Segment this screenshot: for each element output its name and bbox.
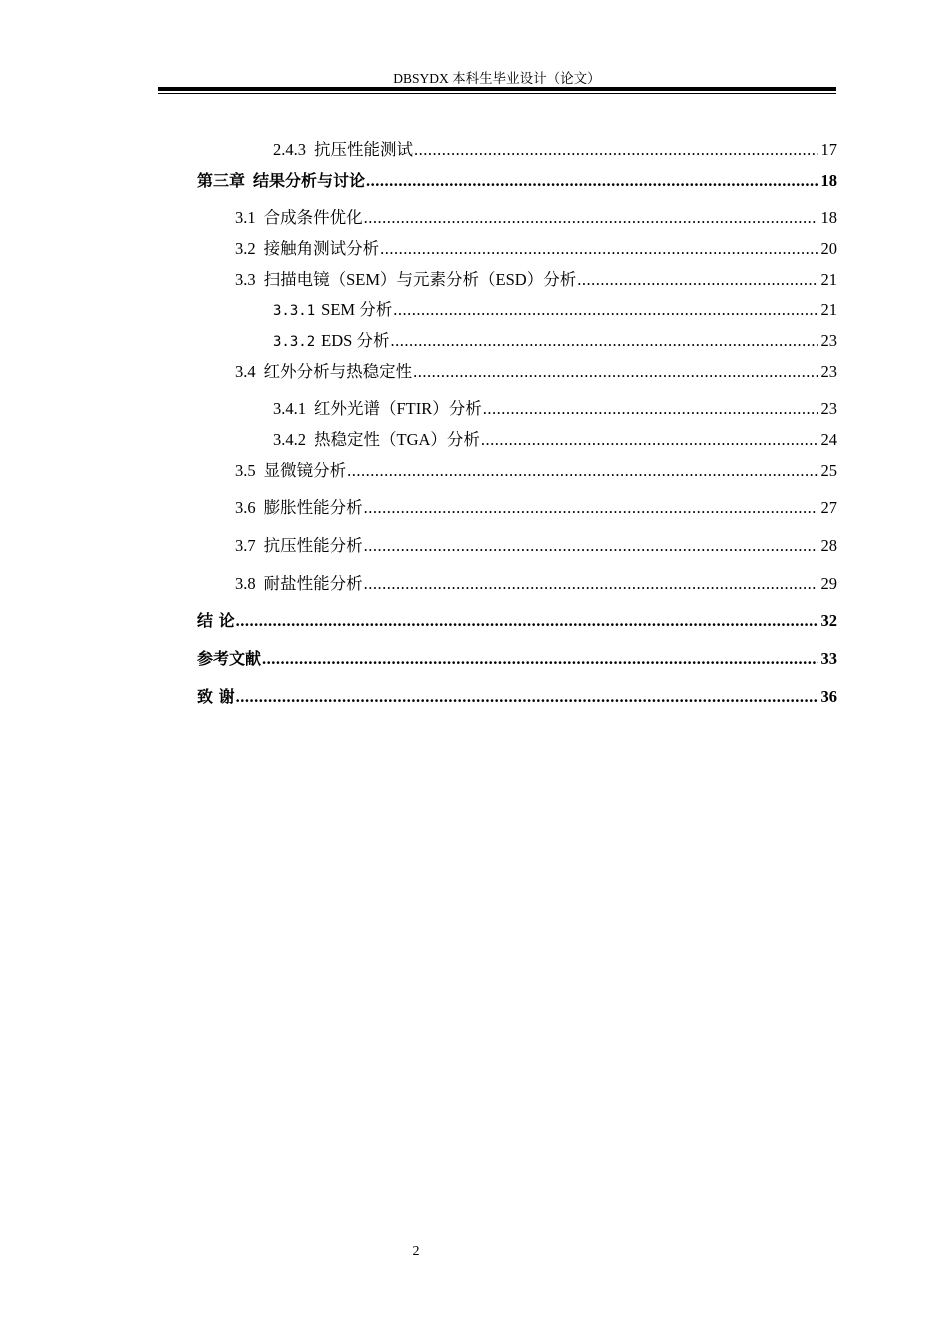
toc-title: 红外光谱（FTIR）分析: [314, 399, 482, 418]
toc-leader: [347, 461, 818, 481]
toc-title: 热稳定性（TGA）分析: [314, 430, 480, 449]
toc-entry-3-3[interactable]: [235, 270, 837, 290]
toc-title: 扫描电镜（SEM）与元素分析（ESD）分析: [263, 270, 577, 289]
toc-leader: [236, 611, 818, 631]
toc-leader: [577, 270, 818, 290]
toc-number: 3.5: [235, 461, 256, 480]
toc-number: 3.3.2: [273, 334, 316, 350]
toc-page: 29: [820, 574, 837, 593]
toc-page: 32: [820, 611, 837, 630]
toc-entry-3-7[interactable]: [235, 536, 837, 556]
toc-title: 抗压性能分析: [263, 536, 363, 555]
toc-title: SEM 分析: [321, 300, 393, 319]
toc-number: 3.3.1: [273, 303, 316, 319]
toc-number: 3.8: [235, 574, 256, 593]
toc-page: 28: [820, 536, 837, 555]
toc-leader: [366, 171, 818, 191]
toc-leader: [262, 649, 818, 669]
toc-page: 18: [820, 171, 837, 190]
toc-entry-2-4-3[interactable]: [273, 140, 837, 160]
toc-title: 结果分析与讨论: [253, 171, 366, 190]
toc-leader: [390, 331, 818, 351]
toc-entry-3-4[interactable]: [235, 362, 837, 382]
toc-leader: [364, 536, 818, 556]
toc-entry-acknowledgements[interactable]: [197, 687, 837, 707]
toc-title: 红外分析与热稳定性: [263, 362, 413, 381]
toc-title: 耐盐性能分析: [263, 574, 363, 593]
running-header: DBSYDX 本科生毕业设计（论文）: [393, 71, 601, 86]
toc-number: 3.4: [235, 362, 256, 381]
toc-entry-3-6[interactable]: [235, 498, 837, 518]
toc-leader: [364, 208, 818, 228]
toc-entry-3-3-1[interactable]: [273, 300, 837, 321]
toc-entry-3-2[interactable]: [235, 239, 837, 259]
toc-leader: [364, 574, 818, 594]
toc-leader: [393, 300, 818, 320]
toc-page: 20: [820, 239, 837, 258]
toc-title: 膨胀性能分析: [263, 498, 363, 517]
toc-number: 3.6: [235, 498, 256, 517]
toc-page: 24: [820, 430, 837, 449]
toc-entry-conclusion[interactable]: [197, 611, 837, 631]
toc-leader: [413, 362, 818, 382]
toc-leader: [380, 239, 818, 259]
toc-number: 3.2: [235, 239, 256, 258]
toc-leader: [236, 687, 818, 707]
toc-number: 3.4.1: [273, 399, 306, 418]
toc-title: 致 谢: [197, 687, 235, 706]
toc-leader: [414, 140, 818, 160]
toc-page: 23: [820, 362, 837, 381]
toc-number: 3.1: [235, 208, 256, 227]
toc-entry-3-1[interactable]: [235, 208, 837, 228]
toc-leader: [481, 430, 818, 450]
toc-title: 显微镜分析: [263, 461, 347, 480]
toc-entry-3-5[interactable]: [235, 461, 837, 481]
toc-title: 抗压性能测试: [314, 140, 413, 159]
toc-page: 18: [820, 208, 837, 227]
toc-title: 合成条件优化: [263, 208, 363, 227]
toc-number: 3.3: [235, 270, 256, 289]
toc-title: EDS 分析: [321, 331, 390, 350]
toc-entry-3-3-2[interactable]: [273, 331, 837, 352]
toc-entry-references[interactable]: [197, 649, 837, 669]
page-number: 2: [412, 1244, 420, 1259]
toc-page: 25: [820, 461, 837, 480]
toc-entry-3-4-2[interactable]: [273, 430, 837, 450]
toc-leader: [483, 399, 818, 419]
toc-number: 3.4.2: [273, 430, 306, 449]
toc-entry-3-8[interactable]: [235, 574, 837, 594]
toc-entry-3-4-1[interactable]: [273, 399, 837, 419]
toc-number: 3.7: [235, 536, 256, 555]
toc-number: 2.4.3: [273, 140, 306, 159]
toc-page: 27: [820, 498, 837, 517]
toc-page: 21: [820, 270, 837, 289]
toc-page: 23: [820, 331, 837, 350]
toc-page: 17: [820, 140, 837, 159]
toc-page: 33: [820, 649, 837, 668]
toc-page: 21: [820, 300, 837, 319]
toc-number: 第三章: [197, 171, 246, 190]
toc-title: 接触角测试分析: [263, 239, 380, 258]
toc-title: 参考文献: [197, 649, 262, 668]
toc-title: 结 论: [197, 611, 235, 630]
toc-entry-chapter-3[interactable]: [197, 171, 837, 191]
toc-page: 36: [820, 687, 837, 706]
toc-page: 23: [820, 399, 837, 418]
toc-leader: [364, 498, 818, 518]
